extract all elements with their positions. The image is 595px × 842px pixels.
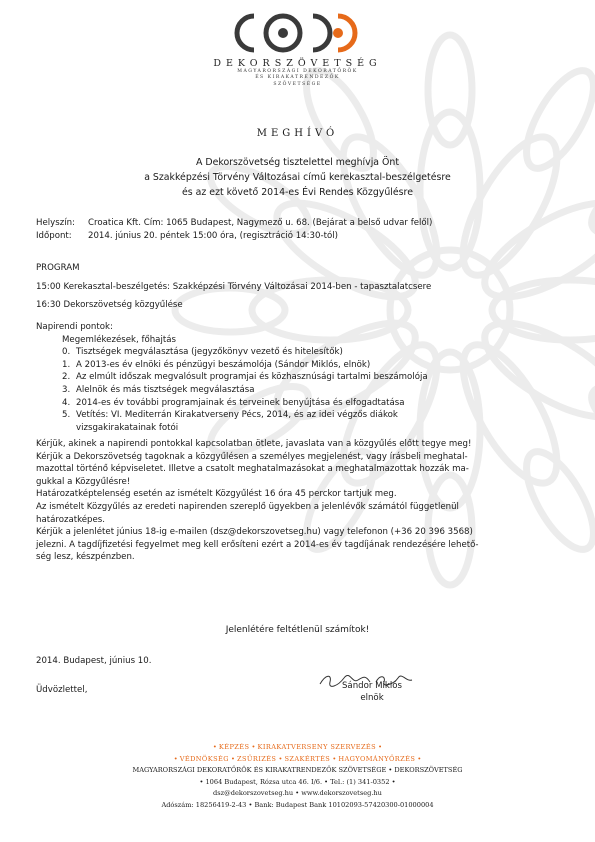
footer-bank: Adószám: 18256419-2-43 • Bank: Budapest Bank 10102093-57420300-01000004 bbox=[161, 800, 434, 809]
agenda-item: 2. Az elmúlt időszak megvalósult programjai és közhasznúsági tartalmi beszámolója bbox=[62, 372, 428, 383]
paragraph-line: Kérjük a jelenlétet június 18-ig e-mailen (dsz@dekorszovetseg.hu) vagy telefonon (+36 20 396 3568) bbox=[36, 527, 473, 538]
place-label: Helyszín: bbox=[36, 218, 75, 228]
document-title: MEGHÍVÓ bbox=[256, 128, 339, 139]
agenda-heading: Napirendi pontok: bbox=[36, 322, 113, 332]
time-label: Időpont: bbox=[36, 230, 72, 241]
paragraph-line: Az ismételt Közgyűlés az eredeti napirenden szereplő ügyekben a jelenlévők számától függetlenül bbox=[36, 501, 459, 512]
time-value: 2014. június 20. péntek 15:00 óra, (regisztráció 14:30-tól) bbox=[88, 230, 338, 241]
brand-subtitle-3: SZÖVETSÉGE bbox=[273, 81, 322, 87]
header-logo bbox=[0, 10, 595, 88]
paragraph-line: Kérjük, akinek a napirendi pontokkal kapcsolatban ötlete, javaslata van a közgyűlés előtt tegye meg! bbox=[36, 439, 472, 449]
agenda-item: 5. Vetítés: VI. Mediterrán Kirakatverseny Pécs, 2014, és az idei végzős diákok bbox=[62, 410, 398, 421]
invitation-text bbox=[0, 155, 595, 200]
signature-block bbox=[312, 680, 432, 704]
footer-services-1: • KÉPZÉS • KIRAKATVERSENY SZERVEZÉS • bbox=[212, 743, 383, 751]
footer-contact: dsz@dekorszovetseg.hu • www.dekorszovetseg.hu bbox=[213, 789, 382, 797]
place-value: Croatica Kft. Cím: 1065 Budapest, Nagymező u. 68. (Bejárat a belső udvar felől) bbox=[88, 218, 433, 228]
closing-line: Jelenlétére feltétlenül számítok! bbox=[225, 625, 370, 635]
program-line: 15:00 Kerekasztal-beszélgetés: Szakképzési Törvény Változásai 2014-ben - tapasztalatcsere bbox=[36, 281, 432, 292]
paragraph-line: ség lesz, készpénzben. bbox=[36, 552, 135, 563]
program-section bbox=[36, 262, 566, 312]
invite-line: a Szakképzési Törvény Változásai című kerekasztal-beszélgetésre bbox=[144, 172, 451, 183]
notice-paragraphs bbox=[36, 438, 566, 564]
paragraph-line: határozatképes. bbox=[36, 514, 106, 525]
agenda-section bbox=[36, 321, 566, 434]
agenda-list bbox=[36, 334, 566, 435]
footer-services-2: • VÉDNÖKSÉG • ZSŰRIZÉS • SZAKÉRTÉS • HAGYOMÁNYŐRZÉS • bbox=[173, 754, 422, 763]
invite-line: A Dekorszövetség tisztelettel meghívja Önt bbox=[195, 157, 400, 168]
program-heading: PROGRAM bbox=[36, 263, 80, 273]
brand-subtitle-1: MAGYARORSZÁGI DEKORATŐRÖK bbox=[237, 69, 358, 74]
signer-role: elnök bbox=[360, 693, 384, 703]
paragraph-line: Határozatképtelenség esetén az ismételt Közgyűlést 16 óra 45 perckor tartjuk meg. bbox=[36, 489, 397, 500]
signer-name: Sándor Miklós bbox=[341, 681, 403, 691]
agenda-item: vizsgakirakatainak fotói bbox=[76, 422, 179, 433]
agenda-item: 4. 2014-es év további programjainak és terveinek benyújtása és elfogadtatása bbox=[62, 397, 405, 408]
event-details bbox=[36, 217, 566, 242]
program-line: 16:30 Dekorszövetség közgyűlése bbox=[36, 300, 183, 311]
dekorszovetseg-logo-icon bbox=[228, 10, 368, 56]
paragraph-line: jelezni. A tagdíjfizetési fegyelmet meg kell erősíteni ezért a 2014-es év tagdíjának rendezésére lehető- bbox=[36, 539, 479, 550]
paragraph-line: gukkal a Közgyűlésre! bbox=[36, 476, 131, 487]
date-line: 2014. Budapest, június 10. bbox=[36, 656, 152, 666]
agenda-item: 1. A 2013-es év elnöki és pénzügyi beszámolója (Sándor Miklós, elnök) bbox=[62, 359, 371, 370]
footer-organisation: MAGYARORSZÁGI DEKORATŐRÖK ÉS KIRAKATRENDEZŐK SZÖVETSÉGE • DEKORSZÖVETSÉG bbox=[132, 766, 463, 774]
brand-name: DEKORSZÖVETSÉG bbox=[213, 58, 382, 69]
brand-subtitle-2: ÉS KIRAKATRENDEZŐK bbox=[255, 75, 340, 81]
agenda-item: 0. Tisztségek megválasztása (jegyzőkönyv vezető és hitelesítők) bbox=[62, 347, 343, 358]
agenda-item: 3. Alelnök és más tisztségek megválasztása bbox=[62, 384, 255, 395]
agenda-intro: Megemlékezések, főhajtás bbox=[62, 334, 176, 345]
footer-address: • 1064 Budapest, Rózsa utca 46. I/6. • Tel.: (1) 341-0352 • bbox=[199, 777, 396, 786]
footer bbox=[0, 742, 595, 811]
invite-line: és az ezt követő 2014-es Évi Rendes Közgyűlésre bbox=[182, 187, 413, 198]
paragraph-line: mazottal történő képviseletet. Illetve a csatolt meghatalmazásokat a meghatalmazottak hozzák ma- bbox=[36, 464, 469, 475]
paragraph-line: Kérjük a Dekorszövetség tagoknak a közgyűlésen a személyes megjelenést, vagy írásbeli meghatal- bbox=[36, 451, 468, 462]
greeting: Üdvözlettel, bbox=[36, 685, 88, 695]
